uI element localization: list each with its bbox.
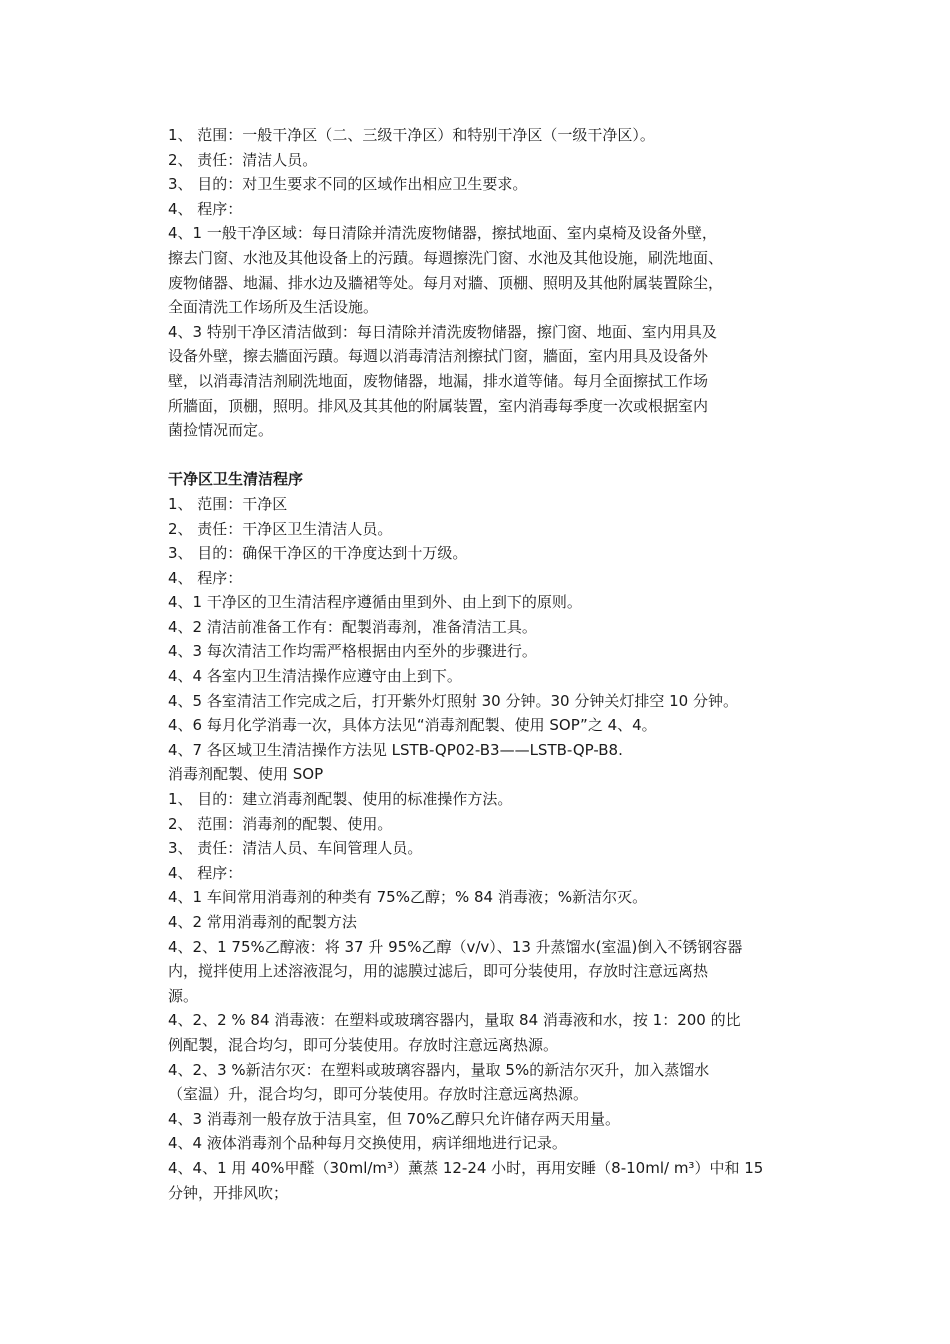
text-line: 4、4 各室内卫生清洁操作应遵守由上到下。 (168, 667, 462, 686)
text-line: 3、 责任：清洁人员、车间管理人员。 (168, 839, 423, 858)
text-line: 4、 程序： (168, 863, 243, 882)
text-line: 2、 范围：消毒剂的配製、使用。 (168, 814, 393, 833)
text-line: 4、4、1 用 40%甲醛（30ml/m³）薰蒸 12-24 小时，再用安睡（8-10ml/ m³）中和 15 (168, 1158, 764, 1177)
text-line: 源。 (168, 986, 199, 1005)
text-line: 4、3 特别干净区清洁做到：每日清除并清洗废物储器，擦门窗、地面、室内用具及 (168, 322, 717, 341)
text-line: 所牆面，顶棚，照明。排风及其其他的附属装置，室内消毒每季度一次或根据室内 (168, 396, 709, 415)
text-line: 4、3 每次清洁工作均需严格根据由内至外的步骤进行。 (168, 642, 537, 661)
text-line: 4、2、1 75%乙醇液：将 37 升 95%乙醇（v/v）、13 升蒸馏水(室温)倒入不锈钢容器 (168, 937, 743, 956)
text-line: 壁，以消毒清洁剂刷洗地面，废物储器，地漏，排水道等储。每月全面擦拭工作场 (168, 371, 709, 390)
text-line: 废物储器、地漏、排水边及牆裙等处。每月对牆、顶棚、照明及其他附属装置除尘， (168, 273, 724, 292)
text-line: 4、1 干净区的卫生清洁程序遵循由里到外、由上到下的原则。 (168, 593, 582, 612)
text-line: 擦去门窗、水池及其他设备上的污蹟。每週擦洗门窗、水池及其他设施，刷洗地面、 (168, 248, 724, 267)
text-line: 1、 目的：建立消毒剂配製、使用的标准操作方法。 (168, 790, 513, 809)
text-line: 4、 程序： (168, 568, 243, 587)
section-title: 消毒剂配製、使用 SOP (168, 765, 324, 784)
text-line: 4、4 液体消毒剂个品种每月交换使用，病详细地进行记录。 (168, 1134, 567, 1153)
text-line: 4、2 常用消毒剂的配製方法 (168, 913, 357, 931)
text-line: 4、5 各室清洁工作完成之后，打开紫外灯照射 30 分钟。30 分钟关灯排空 10 分钟。 (168, 691, 738, 710)
text-line: 3、 目的：对卫生要求不同的区域作出相应卫生要求。 (168, 175, 528, 194)
text-line: （室温）升，混合均匀，即可分装使用。存放时注意远离热源。 (168, 1085, 589, 1104)
text-line: 全面清洗工作场所及生活设施。 (168, 298, 379, 317)
section-clean-area-procedure (168, 492, 788, 763)
text-line: 1、 范围：一般干净区（二、三级干净区）和特别干净区（一级干净区）。 (168, 126, 655, 144)
text-line: 内，搅拌使用上述溶液混匀，用的滤膜过滤后，即可分装使用，存放时注意远离热 (168, 962, 709, 981)
text-line: 4、 程序： (168, 199, 243, 218)
text-line: 4、1 一般干净区域：每日清除并清洗废物储器，擦拭地面、室内桌椅及设备外壁， (168, 224, 717, 243)
text-line: 分钟，开排风吹； (168, 1183, 289, 1202)
text-line: 1、 范围：干净区 (168, 494, 288, 513)
text-line: 2、 责任：干净区卫生清洁人员。 (168, 519, 393, 538)
text-line: 2、 责任：清洁人员。 (168, 150, 318, 169)
section-cleaning-zones (168, 123, 788, 443)
text-line: 菌捡情况而定。 (168, 421, 274, 440)
section-gap (168, 443, 788, 468)
text-line: 4、1 车间常用消毒剂的种类有 75%乙醇；% 84 消毒液；%新洁尔灭。 (168, 888, 648, 907)
text-line: 4、2 清洁前准备工作有：配製消毒剂，准备清洁工具。 (168, 617, 537, 636)
text-line: 4、2、2 % 84 消毒液：在塑料或玻璃容器内，量取 84 消毒液和水，按 1：200 的比 (168, 1011, 741, 1030)
text-line: 4、6 每月化学消毒一次，具体方法见“消毒剂配製、使用 SOP”之 4、4。 (168, 716, 657, 735)
text-line: 设备外壁，擦去牆面污蹟。每週以消毒清洁剂擦拭门窗，牆面，室内用具及设备外 (168, 347, 709, 366)
text-line: 4、7 各区域卫生清洁操作方法见 LSTB-QP02-B3——LSTB-QP-B8. (168, 740, 623, 759)
text-line: 4、2、3 %新洁尔灭：在塑料或玻璃容器内，量取 5%的新洁尔灭升，加入蒸馏水 (168, 1060, 710, 1079)
text-line: 例配製，混合均匀，即可分装使用。存放时注意远离热源。 (168, 1035, 559, 1054)
document-page (168, 123, 788, 1205)
text-line: 4、3 消毒剂一般存放于洁具室，但 70%乙醇只允许储存两天用量。 (168, 1109, 620, 1128)
section-disinfectant-sop (168, 787, 788, 1205)
text-line: 3、 目的：确保干净区的干净度达到十万级。 (168, 544, 468, 563)
section-title: 干净区卫生清洁程序 (168, 470, 304, 489)
